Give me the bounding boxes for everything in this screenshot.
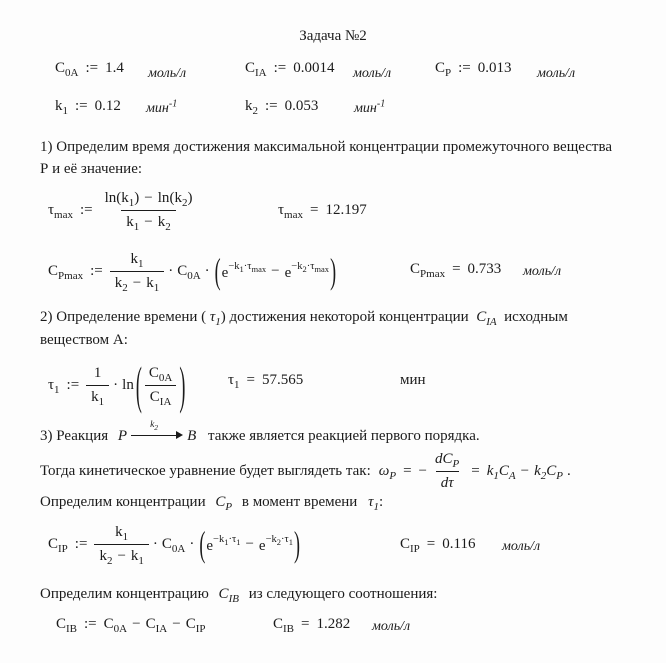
var-c0a: $C_{0A}$ xyxy=(55,60,79,79)
assign-operator: := xyxy=(74,535,88,552)
unit-cp: моль/л xyxy=(537,66,576,81)
open-paren: ( xyxy=(199,524,206,564)
formula-cib[interactable] xyxy=(56,616,205,633)
assign-operator: := xyxy=(79,201,93,218)
tau-max-lhs: $\tau_{max}$ xyxy=(48,201,73,221)
cip-exp-term-1: $e^{-k_1\cdot\tau_1}$ xyxy=(206,533,241,554)
result-cpmax-value: 0.733 xyxy=(467,261,502,277)
cpmax-exp-term-2: $e^{-k_2\cdot\tau_{max}}$ xyxy=(284,260,330,281)
def-c0a[interactable] xyxy=(55,60,124,77)
cpmax-exp-term-1: $e^{-k_1\cdot\tau_{max}}$ xyxy=(221,260,267,281)
result-cpmax[interactable] xyxy=(410,261,501,278)
var-k2: $k_2$ xyxy=(245,98,258,117)
unit-k2: мин$^{-1}$ xyxy=(354,98,386,116)
dcp-dtau-fraction: $\frac{dC_P}{d\tau}$ xyxy=(435,450,460,491)
multiply-dot: · xyxy=(152,535,158,552)
minus-operator: − xyxy=(245,535,254,552)
var-k1: $k_1$ xyxy=(55,98,68,117)
inline-cp: $C_P$ xyxy=(215,494,233,513)
tau-max-denominator: $k_1 - k_2$ xyxy=(121,210,175,231)
result-tau1-value: 57.565 xyxy=(262,372,304,388)
minus-operator: − xyxy=(132,616,141,632)
assign-operator: := xyxy=(66,376,80,393)
def-cp[interactable] xyxy=(435,60,512,77)
result-tau-max-var: $\tau_{max}$ xyxy=(278,202,303,221)
multiply-dot: · xyxy=(204,262,210,279)
cpmax-c0a: $C_{0A}$ xyxy=(177,262,201,282)
k1ca-term: $k_1C_A$ xyxy=(486,462,516,482)
result-cib[interactable] xyxy=(273,616,350,633)
product-b: B xyxy=(187,428,197,444)
equals-operator: = xyxy=(452,261,461,277)
multiply-dot: · xyxy=(113,376,119,393)
assign-operator: := xyxy=(265,98,278,114)
minus-operator: − xyxy=(520,462,530,479)
kinetic-equation-line[interactable]: Тогда кинетическое уравнение будет выглядеть так: $\omega_P$ = − $\frac{dC_P}{d\tau}$ = $k_1C_A$ − $k_2C_P$ . xyxy=(40,450,571,491)
paragraph-3[interactable]: 3) Реакция P $k_2$ B также является реакцией первого порядка. xyxy=(40,420,480,444)
tau-max-fraction xyxy=(100,190,198,231)
tau1-fraction: $\frac{1}{k_1}$ xyxy=(86,365,109,406)
unit-tau1: мин xyxy=(400,372,426,388)
paragraph-2-line1: 2) Определение времени ( $\tau_1$) достижения некоторой концентрации $C_{IA}$ исходным xyxy=(40,309,568,328)
result-tau-max-value: 12.197 xyxy=(325,202,367,218)
minus-operator: − xyxy=(271,262,280,279)
assign-operator: := xyxy=(90,262,103,279)
close-paren: ) xyxy=(330,251,337,291)
minus-operator: − xyxy=(172,616,181,632)
multiply-dot: · xyxy=(189,535,195,552)
page-title: Задача №2 xyxy=(299,28,367,44)
inline-cia: $C_{IA}$ xyxy=(476,309,497,328)
paragraph-1-line1: 1) Определим время достижения максимальной концентрации промежуточного вещества xyxy=(40,139,613,155)
unit-c0a: моль/л xyxy=(148,66,187,81)
equals-operator: = xyxy=(471,462,480,479)
formula-cip[interactable] xyxy=(48,514,301,574)
unit-k1: мин$^{-1}$ xyxy=(146,98,178,116)
def-cia[interactable] xyxy=(245,60,335,77)
var-cp: $C_P$ xyxy=(435,60,452,79)
paragraph-define-cib[interactable]: Определим концентрацию $C_{IB}$ из следующего соотношения: xyxy=(40,586,438,605)
minus-operator: − xyxy=(418,462,427,479)
cib-lhs: $C_{IB}$ xyxy=(56,616,78,635)
assign-operator: := xyxy=(273,60,287,76)
result-tau1-var: $\tau_1$ xyxy=(228,372,240,391)
cip-fraction: $\frac{k_1}{k_2 - k_1}$ xyxy=(94,524,148,565)
k2cp-term: $k_2C_P$ xyxy=(534,462,564,482)
cpmax-lhs: $C_{Pmax}$ xyxy=(48,262,84,282)
cib-term-cip: $C_{IP}$ xyxy=(185,616,206,635)
cip-c0a: $C_{0A}$ xyxy=(161,535,186,555)
result-tau1[interactable] xyxy=(228,372,303,389)
reaction-arrow-icon xyxy=(131,420,183,443)
value-c0a: 1.4 xyxy=(105,60,124,76)
value-k1: 0.12 xyxy=(94,98,121,114)
result-cpmax-var: $C_{Pmax}$ xyxy=(410,261,446,280)
assign-operator: := xyxy=(84,616,97,632)
result-cip[interactable] xyxy=(400,536,475,553)
result-cib-value: 1.282 xyxy=(316,616,351,632)
paragraph-2[interactable] xyxy=(40,306,660,352)
result-cip-var: $C_{IP}$ xyxy=(400,536,420,555)
inline-tau1: $\tau_1$ xyxy=(368,494,379,513)
equals-operator: = xyxy=(246,372,255,388)
open-paren: ( xyxy=(135,356,142,414)
result-cib-var: $C_{IB}$ xyxy=(273,616,295,635)
multiply-dot: · xyxy=(168,262,174,279)
formula-tau-max[interactable] xyxy=(48,181,197,239)
paragraph-1[interactable] xyxy=(40,136,655,180)
result-tau-max[interactable] xyxy=(278,202,367,219)
tau1-inner-fraction: $\frac{C_{0A}}{C_{IA}}$ xyxy=(144,365,177,406)
cib-term-c0a: $C_{0A}$ xyxy=(103,616,128,635)
tau1-lhs: $\tau_1$ xyxy=(48,376,60,396)
sentence-period: . xyxy=(567,462,571,479)
formula-cpmax[interactable] xyxy=(48,241,337,301)
cip-lhs: $C_{IP}$ xyxy=(48,535,68,555)
close-paren: ) xyxy=(179,356,186,414)
paragraph-1-line2: Р и её значение: xyxy=(40,161,143,177)
equals-operator: = xyxy=(426,536,436,552)
inline-cib: $C_{IB}$ xyxy=(218,586,239,605)
result-cip-value: 0.116 xyxy=(442,536,476,552)
paragraph-2-line2: веществом A: xyxy=(40,332,128,348)
def-k1[interactable] xyxy=(55,98,121,115)
unit-cip: моль/л xyxy=(502,539,541,554)
arrow-rate-label: $k_2$ xyxy=(150,420,159,432)
cpmax-fraction: $\frac{k_1}{k_2 - k_1}$ xyxy=(110,251,164,292)
equals-operator: = xyxy=(301,616,310,632)
paragraph-define-cp[interactable]: Определим концентрации $C_P$ в момент времени $\tau_1$: xyxy=(40,494,384,513)
value-k2: 0.053 xyxy=(284,98,319,114)
unit-cia: моль/л xyxy=(353,66,392,81)
assign-operator: := xyxy=(75,98,88,114)
equals-operator: = xyxy=(403,462,412,479)
formula-tau1[interactable] xyxy=(48,353,187,417)
cip-exp-term-2: $e^{-k_2\cdot\tau_1}$ xyxy=(258,533,293,554)
cib-term-cia: $C_{IA}$ xyxy=(145,616,168,635)
equals-operator: = xyxy=(309,202,319,218)
var-cia: $C_{IA}$ xyxy=(245,60,267,79)
assign-operator: := xyxy=(85,60,99,76)
value-cp: 0.013 xyxy=(477,60,512,76)
tau-max-numerator: $\ln(k_1) - \ln(k_2)$ xyxy=(104,189,193,209)
unit-cpmax: моль/л xyxy=(523,264,562,279)
assign-operator: := xyxy=(458,60,471,76)
unit-cib: моль/л xyxy=(372,619,411,634)
reactant-p: P xyxy=(117,428,128,444)
omega-p: $\omega_P$ xyxy=(378,462,397,482)
open-paren: ( xyxy=(214,251,221,291)
close-paren: ) xyxy=(294,524,300,564)
tau1-ln: ln xyxy=(122,376,134,393)
inline-tau1: $\tau_1$ xyxy=(209,309,221,328)
value-cia: 0.0014 xyxy=(293,60,335,76)
def-k2[interactable] xyxy=(245,98,318,115)
